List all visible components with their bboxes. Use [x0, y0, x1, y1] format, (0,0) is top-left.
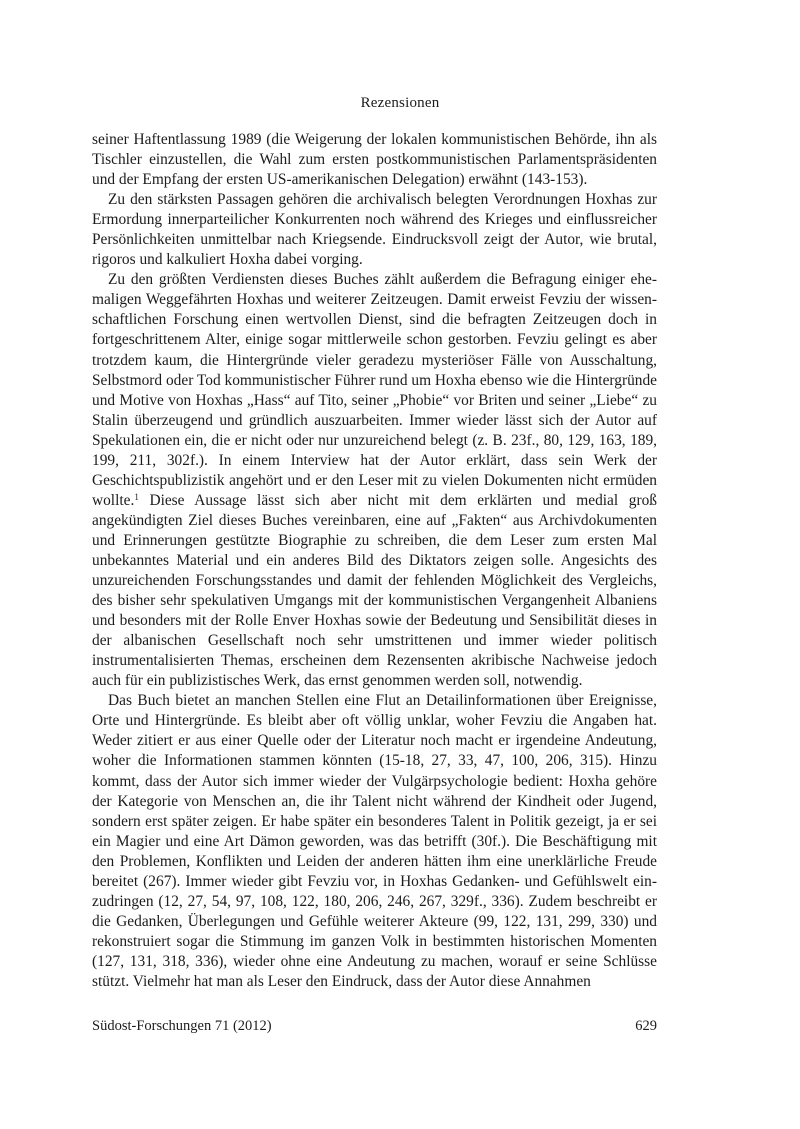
paragraph-4: Das Buch bietet an manchen Stellen eine Flut an Detailinformationen über Ereignisse, Orte und Hintergründe. Es bleibt aber oft völlig unklar, woher Fevziu die Angaben hat. Weder zitiert er aus einer Quelle oder der Literatur noch macht er irgendeine Andeutung, woher die Informationen stammen könnten (15-18, 27, 33, 47, 100, 206, 315). Hinzu kommt, dass der Autor sich immer wieder der Vulgärpsychologie bedient: Hoxha gehöre der Kategorie von Menschen an, die ihr Talent nicht während der Kindheit oder Jugend, sondern erst später zeigen. Er habe später ein besonderes Talent in Politik gezeigt, ja er sei ein Magier und eine Art Dämon geworden, was das betrifft (30f.). Die Beschäftigung mit den Problemen, Konflikten und Leiden der anderen hätten ihm eine unerklärliche Freude bereitet (267). Immer wieder gibt Fevziu vor, in Hoxhas Gedanken- und Gefühlswelt einzudringen (12, 27, 54, 97, 108, 122, 180, 206, 246, 267, 329f., 336). Zudem beschreibt er die Gedanken, Überlegungen und Gefühle weiterer Akteure (99, 122, 131, 299, 330) und rekonstruiert sogar die Stimmung im ganzen Volk in bestimmten historischen Momenten (127, 131, 318, 336), wieder ohne eine Andeutung zu machen, worauf er seine Schlüsse stützt. Vielmehr hat man als Leser den Eindruck, dass der Autor diese Annahmen [92, 692, 657, 990]
paragraph-2: Zu den stärksten Passagen gehören die archivalisch belegten Verordnungen Hoxhas zur Ermordung innerparteilicher Konkurrenten noch während des Krieges und einflussreicher Persönlichkeiten unmittelbar nach Kriegsende. Eindrucksvoll zeigt der Autor, wie brutal, rigoros und kalkuliert Hoxha dabei vorging. [92, 191, 657, 269]
running-head: Rezensionen [360, 95, 440, 111]
paragraph-3-part-2: Diese Aussage lässt sich aber nicht mit dem erklärten und medial groß angekündigten Ziel dieses Buches vereinbaren, eine auf „Fakten“ aus Archivdokumenten und Erinnerungen gestützte Biographie zu schreiben, die dem Leser zum ersten Mal unbekanntes Material und ein anderes Bild des Diktators zeigen solle. Angesichts des unzureichenden Forschungsstandes und damit der fehlenden Möglichkeit des Vergleichs, des bisher sehr spekulativen Umgangs mit der kommunistischen Vergangenheit Albaniens und besonders mit der Rolle Enver Hoxhas sowie der Bedeutung und Sensibilität dieses in der albanischen Gesellschaft noch sehr umstrittenen und immer wieder politisch instrumentalisierten Themas, erscheinen dem Rezensenten akribische Nachweise jedoch auch für ein publizistisches Werk, das ernst genommen werden soll, notwendig. [92, 491, 657, 690]
footnote-marker[interactable]: 1 [134, 491, 139, 502]
paragraph-3 [92, 270, 657, 691]
journal-citation: Südost-Forschungen 71 (2012) [92, 1018, 272, 1034]
paragraph-3-part-1: Zu den größten Verdiensten dieses Buches zählt außerdem die Befragung einiger ehemaligen Weggefährten Hoxhas und weiterer Zeitzeugen. Damit erweist Fevziu der wissenschaftlichen Forschung einen wertvollen Dienst, sind die befragten Zeitzeugen doch in fortgeschrittenem Alter, einige sogar mittlerweile schon gestorben. Fevziu gelingt es aber trotzdem kaum, die Hintergründe vieler geradezu mysteriöser Fälle von Ausschaltung, Selbstmord oder Tod kommunistischer Führer rund um Hoxha ebenso wie die Hintergründe und Motive von Hoxhas „Hass“ auf Tito, seiner „Phobie“ vor Briten und seiner „Liebe“ zu Stalin überzeugend und gründlich auszuarbeiten. Immer wieder lässt sich der Autor auf Spekulationen ein, die er nicht oder nur unzureichend belegt (z. B. 23f., 80, 129, 163, 189, 199, 211, 302f.). In einem Interview hat der Autor erklärt, dass sein Werk der Geschichtspublizistik angehört und er den Leser mit zu vielen Dokumenten nicht ermüden wollte. [92, 271, 657, 509]
page-number: 629 [635, 1018, 657, 1034]
article-body [92, 130, 657, 992]
paragraph-1: seiner Haftentlassung 1989 (die Weigerung der lokalen kommunistischen Behörde, ihn als Tischler einzustellen, die Wahl zum ersten postkommunistischen Parlamentspräsidenten und der Empfang der ersten US-amerikanischen Delegation) erwähnt (143-153). [92, 131, 657, 189]
